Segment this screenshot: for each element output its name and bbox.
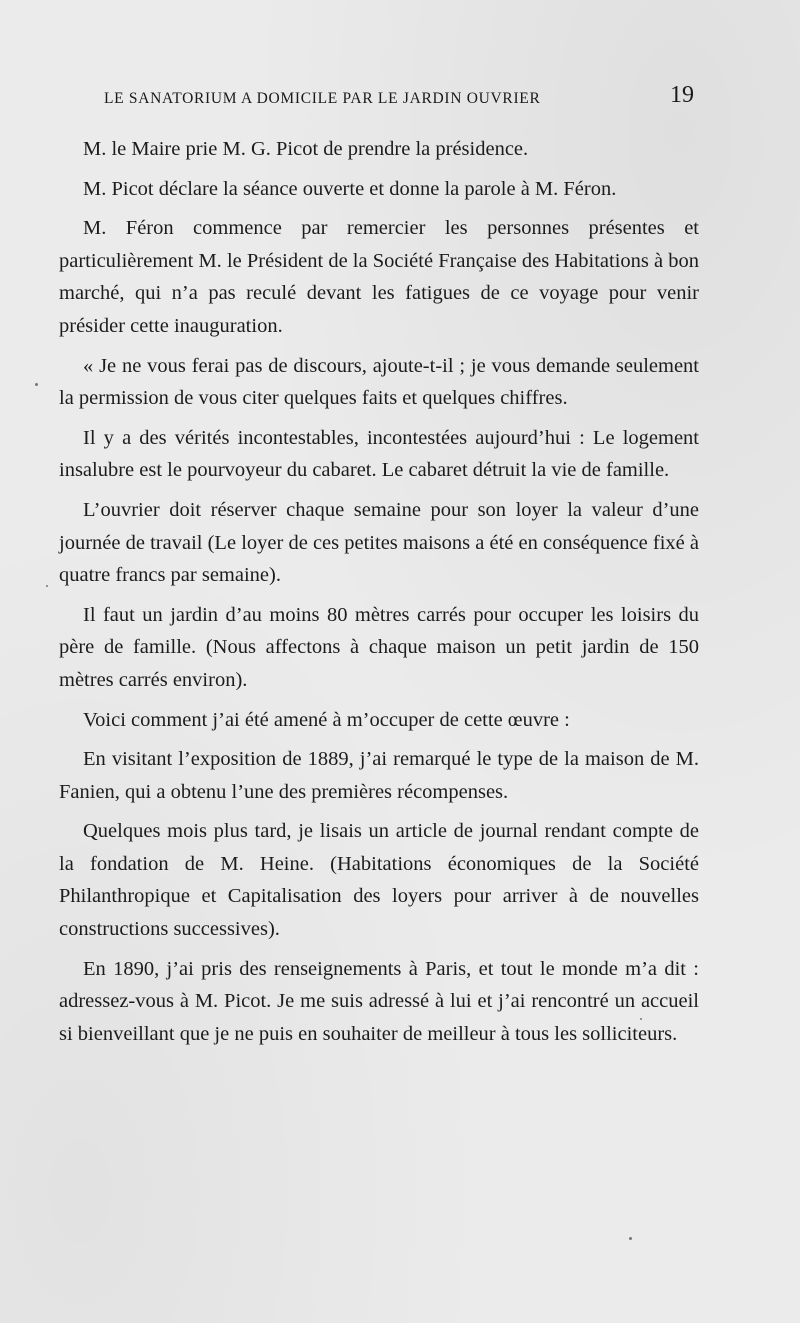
paragraph: M. Picot déclare la séance ouverte et donne la parole à M. Féron. [83,177,617,200]
paragraph: M. Féron commence par remercier les personnes présentes et particulièrement M. le Président de la Société Française des Habitations à bon marché, qui n’a pas reculé devant les fatigues de ce voyage pour venir présider cette inauguration. [59,217,699,337]
paragraph: L’ouvrier doit réserver chaque semaine pour son loyer la valeur d’une journée de travail (Le loyer de ces petites maisons a été en conséquence fixé à quatre francs par semaine). [59,498,699,587]
running-head [104,82,704,112]
page-number: 19 [670,82,694,108]
print-speck [640,1018,642,1020]
print-speck [35,383,38,386]
paragraph: En visitant l’exposition de 1889, j’ai remarqué le type de la maison de M. Fanien, qui a obtenu l’une des premières récompenses. [59,748,699,803]
body-text [59,133,699,1050]
paragraph: « Je ne vous ferai pas de discours, ajoute-t-il ; je vous demande seulement la permission de vous citer quelques faits et quelques chiffres. [59,354,699,410]
running-title: LE SANATORIUM A DOMICILE PAR LE JARDIN OUVRIER [104,90,541,107]
paragraph: M. le Maire prie M. G. Picot de prendre la présidence. [83,138,529,160]
print-speck [46,585,48,587]
paragraph: Il y a des vérités incontestables, incontestées aujourd’hui : Le logement insalubre est le pourvoyeur du cabaret. Le cabaret détruit la vie de famille. [59,426,699,482]
print-speck [629,1237,632,1240]
paragraph: Voici comment j’ai été amené à m’occuper de cette œuvre : [83,708,570,731]
paragraph: En 1890, j’ai pris des renseignements à Paris, et tout le monde m’a dit : adressez-vous à M. Picot. Je me suis adressé à lui et j’ai rencontré un accueil si bienveillant que je ne puis en souhaiter de meilleur à tous les solliciteurs. [59,957,699,1045]
paragraph: Quelques mois plus tard, je lisais un article de journal rendant compte de la fondation de M. Heine. (Habitations économiques de la Société Philanthropique et Capitalisation des loyers pour arriver à de nouvelles constructions successives). [59,820,699,941]
paragraph: Il faut un jardin d’au moins 80 mètres carrés pour occuper les loisirs du père de famille. (Nous affectons à chaque maison un petit jardin de 150 mètres carrés environ). [59,603,699,691]
